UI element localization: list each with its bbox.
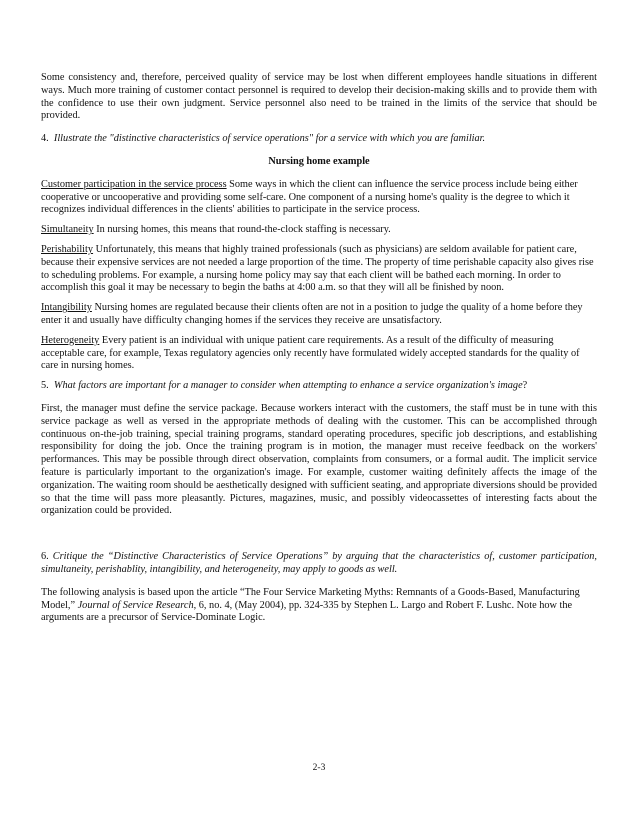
term-intangibility: Intangibility [41,302,92,314]
section-heading: Nursing home example [268,155,370,167]
question-4-number: 4. [41,133,49,145]
journal-title: Journal of Service Research [77,599,194,611]
paragraph-consistency: Some consistency and, therefore, perceived quality of service may be lost when different employees handle situations in different ways. Much more training of customer contact personnel is required to develop their decision-making skills and to provide them with the confidence to use their own judgment. Service personnel also need to be trained in the limits of the service that should be provided. [41,72,597,122]
answer-6-intro: The following analysis is based upon the article “The Four Service Marketing Myths: Remnants of a Goods-Based, Manufacturing Model,” [41,586,580,611]
question-5-number: 5. [41,380,49,392]
question-4-text: Illustrate the "distinctive characteristics of service operations" for a service with which you are familiar. [53,133,486,145]
paragraph-simultaneity [41,224,597,237]
answer-5: First, the manager must define the service package. Because workers interact with the customers, the staff must be in tune with this service package as well as versed in the appropriate methods of dealing with the customer. This can be accomplished through continuous on-the-job training, special training programs, standard operating procedures, specific job descriptions, and establishing responsibility for doing the job. Once the training program is in motion, the manager must receive feedback on the workers' performances. This may be possible through direct observation, complaints from consumers, or a formal audit. The implicit service feature is particularly important to the organization's image. For example, customer waiting definitely affects the image of the organization. The waiting room should be aesthetically designed with sufficient seating, and appropriate diversions should be provided so that the time will pass more pleasantly. Pictures, magazines, music, and possibly videocassettes of interesting facts about the organization could be provided. [41,402,597,517]
text-perishability: Unfortunately, this means that highly trained professionals (such as physicians) are seldom available for patient care, because their expensive services are not needed a large proportion of the time. The property of time perishable capacity also gives rise to scheduling problems. For example, a nursing home policy may say that each client will be bathed each morning. In order to accomplish this goal it may be necessary to begin the baths at 4:00 a.m. so that they will all be finished by noon. [41,243,594,294]
document-body [41,72,597,625]
answer-6 [41,587,597,625]
question-5-text: What factors are important for a manager to consider when attempting to enhance a service organization's image [53,380,523,392]
paragraph-perishability [41,244,597,295]
term-customer-participation: Customer participation in the service process [41,178,227,190]
question-5 [41,380,597,393]
term-simultaneity: Simultaneity [41,224,94,236]
question-6 [41,551,597,577]
answer-6-citation: , 6, no. 4, (May 2004), pp. 324-335 by Stephen L. Largo and Robert F. Lushc. Note how the arguments are a precursor of Service-Dominate Logic. [41,599,573,624]
term-perishability: Perishability [41,243,94,255]
paragraph-heterogeneity [41,335,597,373]
text-heterogeneity: Every patient is an individual with unique patient care requirements. As a result of the difficulty of measuring acceptable care, for example, Texas regulatory agencies only recently have formulated widely accepted standards for the quality of care in nursing homes. [41,334,580,372]
question-4 [41,133,597,146]
question-6-number: 6. [41,551,49,563]
question-6-text: Critique the “Distinctive Characteristics of Service Operations” by arguing that the characteristics of, customer participation, simultaneity, perishablity, intangibility, and heterogeneity, may apply to goods as well. [41,551,597,575]
paragraph-intangibility [41,302,597,328]
text-simultaneity: In nursing homes, this means that round-the-clock staffing is necessary. [93,224,391,236]
text-intangibility: Nursing homes are regulated because their clients often are not in a position to judge the quality of a home before they enter it and usually have difficulty changing homes if the services they receive are unsatisfactory. [41,302,583,326]
question-5-end: ? [522,380,528,392]
paragraph-customer-participation [41,179,597,217]
text-customer-participation: Some ways in which the client can influence the service process include being either cooperative or uncooperative and providing some self-care. One component of a nursing home's quality is the degree to which it recognizes individual differences in the clients' abilities to participate in the service process. [41,178,578,216]
page-number: 2-3 [312,763,326,773]
term-heterogeneity: Heterogeneity [41,334,100,346]
